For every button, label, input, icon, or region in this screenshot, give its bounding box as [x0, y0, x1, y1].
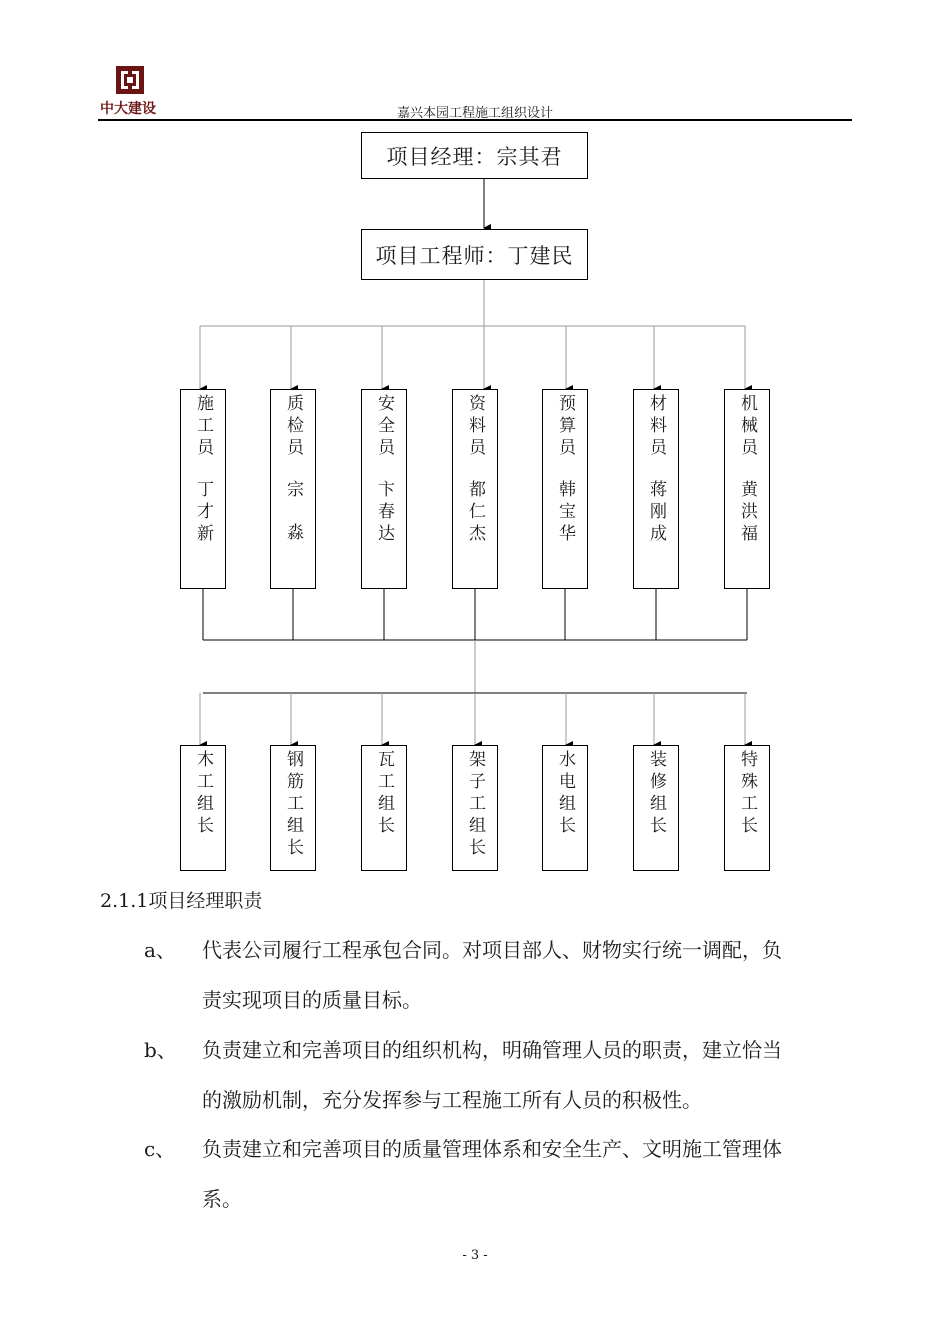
staff-name: 蒋刚成 — [646, 480, 666, 546]
staff-box-1 — [180, 389, 226, 589]
list-line: 负责建立和完善项目的组织机构，明确管理人员的职责，建立恰当 — [202, 1038, 782, 1062]
team-box-5 — [542, 745, 588, 871]
staff-name: 都仁杰 — [465, 480, 485, 546]
list-line: 的激励机制，充分发挥参与工程施工所有人员的积极性。 — [202, 1088, 702, 1112]
staff-box-5 — [542, 389, 588, 589]
staff-name: 丁才新 — [193, 480, 213, 546]
team-label: 木工组长 — [193, 750, 213, 838]
list-item-a — [100, 934, 860, 1014]
staff-role: 质检员 — [283, 394, 303, 460]
staff-name: 黄洪福 — [737, 480, 757, 546]
list-marker: b、 — [144, 1038, 177, 1062]
list-line: 负责建立和完善项目的质量管理体系和安全生产、文明施工管理体 — [202, 1137, 782, 1161]
staff-role: 材料员 — [646, 394, 666, 460]
staff-role: 预算员 — [555, 394, 575, 460]
list-marker: c、 — [144, 1137, 176, 1161]
list-line: 代表公司履行工程承包合同。对项目部人、财物实行统一调配，负 — [202, 938, 782, 962]
staff-box-6 — [633, 389, 679, 589]
staff-name: 韩宝华 — [555, 480, 575, 546]
team-box-3 — [361, 745, 407, 871]
page-number: - 3 - — [462, 1248, 488, 1263]
staff-role: 资料员 — [465, 394, 485, 460]
team-label: 钢筋工组长 — [283, 750, 303, 860]
project-engineer-box — [361, 229, 588, 280]
list-item-b — [100, 1034, 860, 1114]
team-box-6 — [633, 745, 679, 871]
staff-box-2 — [270, 389, 316, 589]
staff-box-7 — [724, 389, 770, 589]
team-box-1 — [180, 745, 226, 871]
staff-name: 卞春达 — [374, 480, 394, 546]
staff-role: 安全员 — [374, 394, 394, 460]
staff-role: 机械员 — [737, 394, 757, 460]
list-line: 责实现项目的质量目标。 — [202, 988, 422, 1012]
team-label: 装修组长 — [646, 750, 666, 838]
list-marker: a、 — [144, 938, 176, 962]
team-label: 架子工组长 — [465, 750, 485, 860]
team-box-4 — [452, 745, 498, 871]
team-box-2 — [270, 745, 316, 871]
staff-box-4 — [452, 389, 498, 589]
team-label: 瓦工组长 — [374, 750, 394, 838]
staff-name: 宗 淼 — [283, 480, 303, 545]
staff-box-3 — [361, 389, 407, 589]
project-engineer-label: 项目工程师：丁建民 — [375, 243, 574, 268]
list-item-c — [100, 1133, 860, 1213]
section-heading: 2.1.1项目经理职责 — [100, 890, 263, 912]
logo-text: 中大建设 — [100, 101, 156, 117]
project-manager-box — [361, 132, 588, 179]
team-box-7 — [724, 745, 770, 871]
staff-role: 施工员 — [193, 394, 213, 460]
document-title: 嘉兴本园工程施工组织设计 — [396, 106, 553, 121]
list-line: 系。 — [202, 1187, 242, 1211]
team-label: 特殊工长 — [737, 750, 757, 838]
project-manager-label: 项目经理：宗其君 — [386, 144, 563, 169]
team-label: 水电组长 — [555, 750, 575, 838]
